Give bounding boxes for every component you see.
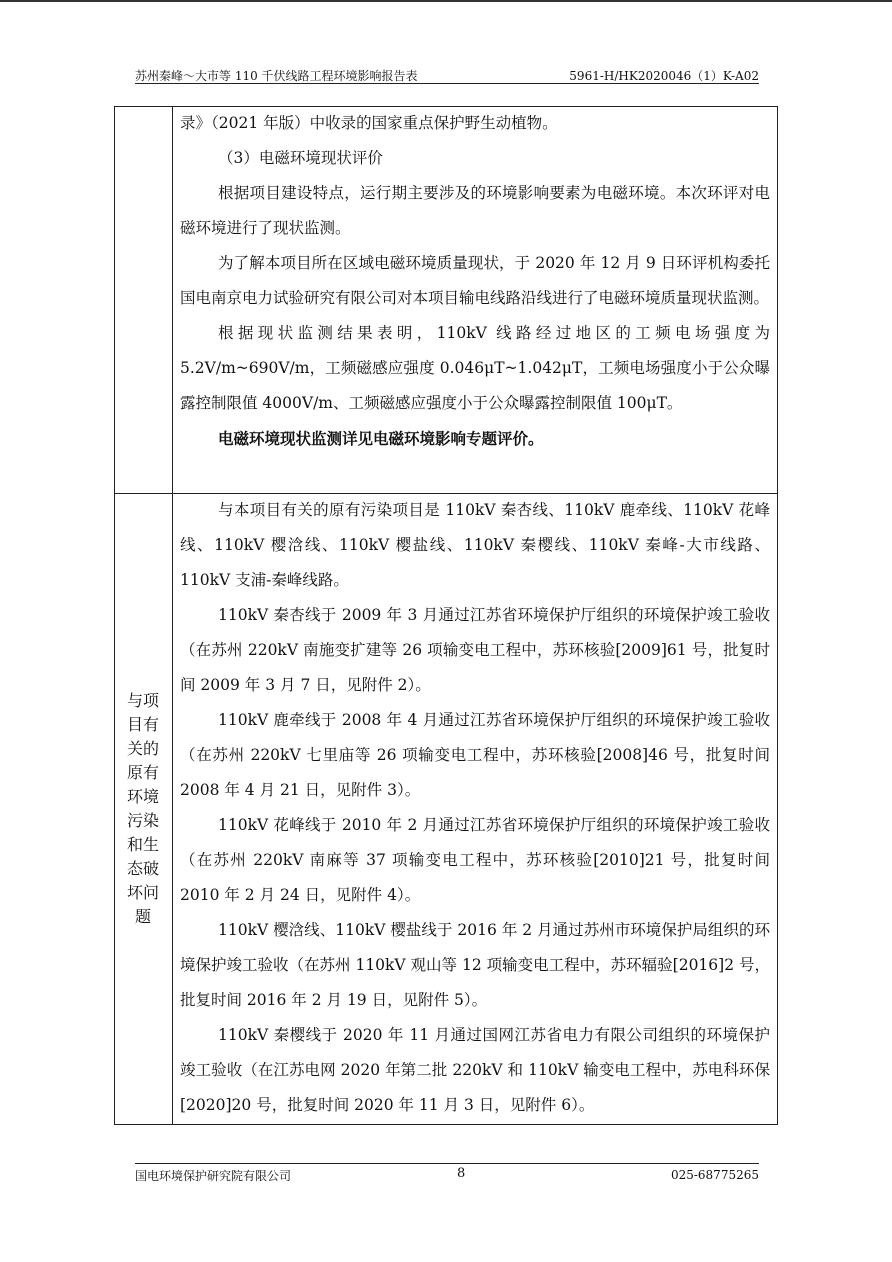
paragraph: 110kV 花峰线于 2010 年 2 月通过江苏省环境保护厅组织的环境保护竣工验收（在苏州 220kV 南麻等 37 项输变电工程中，苏环核验[2010]21 号，批复时间 2010 年 2 月 24 日，见附件 4）。 xyxy=(180,816,770,904)
label-char: 原有 xyxy=(126,763,159,782)
section-heading: （3）电磁环境现状评价 xyxy=(218,149,383,167)
page-header xyxy=(135,64,759,84)
bold-note: 电磁环境现状监测详见电磁环境影响专题评价。 xyxy=(218,429,544,448)
footer-divider xyxy=(135,1163,759,1164)
paragraph: 110kV 樱浛线、110kV 樱盐线于 2016 年 2 月通过苏州市环境保护局组织的环境保护竣工验收（在苏州 110kV 观山等 12 项输变电工程中，苏环辐验[2016]2 号，批复时间 2016 年 2 月 19 日，见附件 5）。 xyxy=(180,921,770,1009)
label-char: 环境 xyxy=(126,787,159,806)
label-char: 与项 xyxy=(126,691,159,710)
label-char: 污染 xyxy=(126,811,159,830)
label-char: 态破 xyxy=(126,859,159,878)
footer-phone: 025-68775265 xyxy=(670,1168,759,1182)
page-footer xyxy=(135,1166,759,1184)
table-cell-existing-pollution xyxy=(180,493,770,1123)
header-divider xyxy=(135,83,759,84)
document-code: 5961-H/HK2020046（1）K-A02 xyxy=(569,69,759,83)
top-border-line xyxy=(0,0,892,2)
label-char: 关的 xyxy=(126,739,159,758)
label-char: 和生 xyxy=(126,835,159,854)
report-title: 苏州秦峰～大市等 110 千伏线路工程环境影响报告表 xyxy=(135,69,418,83)
label-char: 目有 xyxy=(126,715,159,734)
paragraph: 110kV 鹿牵线于 2008 年 4 月通过江苏省环境保护厅组织的环境保护竣工验收（在苏州 220kV 七里庙等 26 项输变电工程中，苏环核验[2008]46 号，批复时间 2008 年 4 月 21 日，见附件 3）。 xyxy=(180,711,770,799)
paragraph: 根据现状监测结果表明，110kV 线路经过地区的工频电场强度为 5.2V/m~690V/m，工频磁感应强度 0.046μT~1.042μT，工频电场强度小于公众曝露控制限值 4000V/m、工频磁感应强度小于公众曝露控制限值 100μT。 xyxy=(180,324,770,412)
paragraph: 录》（2021 年版）中收录的国家重点保护野生动植物。 xyxy=(180,114,558,132)
paragraph: 110kV 秦杏线于 2009 年 3 月通过江苏省环境保护厅组织的环境保护竣工验收（在苏州 220kV 南施变扩建等 26 项输变电工程中，苏环核验[2009]61 号，批复时间 2009 年 3 月 7 日，见附件 2）。 xyxy=(180,606,770,694)
paragraph: 110kV 秦樱线于 2020 年 11 月通过国网江苏省电力有限公司组织的环境保护竣工验收（在江苏电网 2020 年第二批 220kV 和 110kV 输变电工程中，苏电科环保[2020]20 号，批复时间 2020 年 11 月 3 日，见附件 6）。 xyxy=(180,1026,770,1114)
label-char: 题 xyxy=(134,907,151,926)
paragraph: 根据项目建设特点，运行期主要涉及的环境影响要素为电磁环境。本次环评对电磁环境进行了现状监测。 xyxy=(180,184,770,237)
label-char: 坏问 xyxy=(126,883,159,902)
footer-organization: 国电环境保护研究院有限公司 xyxy=(135,1168,292,1183)
paragraph: 为了解本项目所在区域电磁环境质量现状，于 2020 年 12 月 9 日环评机构委托国电南京电力试验研究有限公司对本项目输电线路沿线进行了电磁环境质量现状监测。 xyxy=(180,254,770,307)
paragraph: 与本项目有关的原有污染项目是 110kV 秦杏线、110kV 鹿牵线、110kV 花峰线、110kV 樱浛线、110kV 樱盐线、110kV 秦樱线、110kV 秦峰-大市线路、110kV 支浦-秦峰线路。 xyxy=(180,501,770,589)
table-cell-em-environment xyxy=(180,106,770,456)
row-label-existing-pollution xyxy=(114,493,172,1125)
table-column-divider xyxy=(172,106,173,1125)
page-number: 8 xyxy=(457,1166,466,1181)
